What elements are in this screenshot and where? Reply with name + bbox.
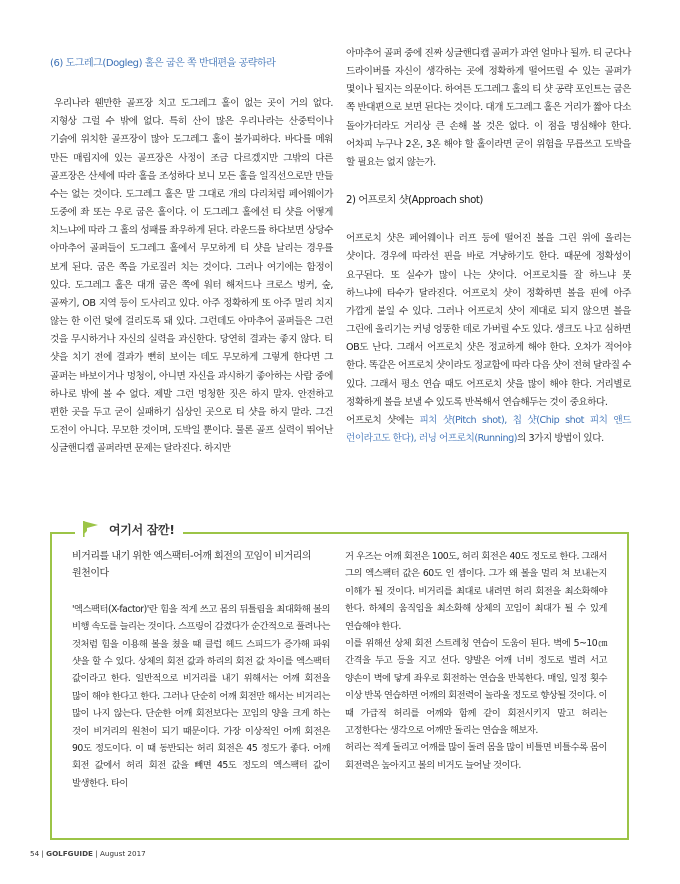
- tip-title-tab: [75, 513, 183, 543]
- tip-right-column: [345, 548, 607, 774]
- issue-date: August 2017: [99, 849, 146, 858]
- approach-methods-highlight: 피치 샷(Pitch shot), 칩 샷(Chip shot 피치 앤드 런이라고도 한다), 러닝 어프로치(Running): [346, 414, 631, 444]
- footer-separator-2: |: [95, 849, 100, 858]
- approach-methods-suffix: 의 3가지 방법이 있다.: [517, 432, 604, 444]
- approach-shot-heading: 2) 어프로치 샷(Approach shot): [346, 195, 483, 207]
- tip-left-column: [72, 548, 330, 792]
- tip-left-paragraph: '엑스팩터(X-factor)'란 힘을 적게 쓰고 몸의 뒤틀림을 최대화해 볼의 비행 속도를 늘리는 것이다. 스프링이 감겼다가 순간적으로 풀려나는 것처럼 힘을 이용해 볼을 쳤을 때 클럽 헤드 스피드가 증가해 파워 샷을 할 수 있다. 상체의 회전 값과 하리의 회전 값 차이를 엑스팩터 값이라고 한다. 일반적으로 비거리를 내기 위해서는 어깨 회전을 많이 해야 한다고 한다. 그러나 단순히 어깨 회전만 해서는 비거리는 많이 나지 않는다. 단순한 어깨 회전보다는 꼬임의 양을 크게 하는 것이 비거리의 원천이 되기 때문이다. 가장 이상적인 어깨 회전은 90도 정도이다. 이 때 동반되는 허리 회전은 45 정도가 좋다. 어깨 회전 값에서 허리 회전 값을 빼면 45도 정도의 엑스팩터 값이 발생한다. 타이: [72, 603, 330, 789]
- footer-separator-1: |: [41, 849, 47, 858]
- page-footer: [30, 849, 146, 858]
- dogleg-continued-paragraph: 아마추어 골퍼 중에 진짜 싱글핸디캡 골퍼가 과연 얼마나 될까. 티 군다나 드라이버를 자신이 생각하는 곳에 정확하게 떨어뜨릴 수 있는 골퍼가 몇이나 될지는 의문이다. 하여튼 도그레그 홀의 티 샷 공략 포인트는 굽은 쪽 반대편으로 보면 된다는 것이다. 대개 도그레그 홀은 거리가 짧아 다소 돌아가더라도 거리상 큰 손해 볼 것은 없다. 이 점을 명심해야 한다. 어차피 누구나 2온, 3온 해야 할 홀이라면 굳이 위험을 무릅쓰고 도박을 할 필요는 없지 않는가.: [346, 48, 631, 168]
- approach-methods-paragraph: [346, 412, 631, 448]
- section-title-dogleg: (6) 도그레그(Dogleg) 홀은 굽은 쪽 반대편을 공략하라: [50, 58, 276, 69]
- page-number: 54: [30, 849, 40, 858]
- tip-right-paragraph-2: 이를 위해선 상체 회전 스트레칭 연습이 도움이 된다. 벽에 5~10㎝ 간격을 두고 등을 지고 선다. 양발은 어깨 너비 정도로 벌려 서고 양손이 벽에 닿게 좌우로 회전하는 연습을 반복한다. 매일, 일정 횟수 이상 반복 연습하면 어깨의 회전력이 놀라울 정도로 향상될 것이다. 이 때 가급적 허리를 어깨와 함께 같이 회전시키지 말고 허리는 고정한다는 생각으로 어깨만 돌리는 연습을 해보자.: [345, 638, 608, 737]
- tip-heading: 비거리를 내기 위한 엑스팩터-어깨 회전의 꼬임이 비거리의 원천이다: [72, 551, 312, 580]
- tip-title: 여기서 잠깐!: [109, 523, 175, 537]
- approach-shot-paragraph: 어프로치 샷은 페어웨이나 러프 등에 떨어진 볼을 그린 위에 올리는 샷이다. 경우에 따라선 핀을 바로 겨냥하기도 한다. 때문에 정확성이 요구된다. 또 실수가 많이 나는 샷이다. 어프로치를 잘 하느냐 못 하느냐에 타수가 달라진다. 어프로치 샷이 정확하면 볼을 핀에 아주 가깝게 붙일 수 있다. 그러나 어프로치 샷이 제대로 되지 않으면 볼을 그린에 올리기는 커녕 엉뚱한 데로 가버릴 수도 있다. 생크도 나고 심하면 OB도 난다. 그래서 어프로치 샷은 정교하게 해야 한다. 오차가 적어야 한다. 똑같은 어프로치 샷이라도 정교함에 따라 다음 샷이 전혀 달라질 수 있다. 그래서 평소 연습 때도 어프로치 샷을 많이 해야 한다. 거리별로 정확하게 볼을 보낼 수 있도록 반복해서 연습해두는 것이 중요하다.: [346, 233, 631, 408]
- left-column: [50, 55, 333, 458]
- flag-icon: [81, 519, 103, 539]
- magazine-brand: GOLFGUIDE: [46, 849, 93, 858]
- approach-methods-prefix: 어프로치 샷에는: [346, 414, 420, 426]
- dogleg-body-paragraph: 우리나라 웬만한 골프장 치고 도그레그 홀이 없는 곳이 거의 없다. 지형상 그럴 수 밖에 없다. 특히 산이 많은 우리나라는 산중턱이나 기슭에 위치한 골프장이 많아 도그레그 홀이 불가피하다. 바다를 메워 만든 매립지에 있는 골프장은 사정이 조금 다르겠지만 그밖의 다른 골프장은 산세에 따라 홀을 조성하다 보니 모든 홀을 일직선으로만 만들 수는 없는 것이다. 도그레그 홀은 말 그대로 개의 다리처럼 페어웨이가 도중에 좌 또는 우로 굽은 홀이다. 이 도그레그 홀에선 티 샷을 어떻게 치느냐에 따라 그 홀의 성패를 좌우하게 된다. 라운드를 하다보면 상당수 아마추어 골퍼들이 도그레그 홀에서 무모하게 티 샷을 날리는 경우를 보게 된다. 굽은 쪽을 가로질러 치는 것이다. 그러나 여기에는 함정이 있다. 도그레그 홀은 대개 굽은 쪽에 워터 해저드나 크로스 벙커, 숲, 골짜기, OB 지역 등이 도사리고 있다. 아주 정확하게 또 아주 멀리 치지 않는 한 이런 덫에 걸리도록 돼 있다. 그런데도 아마추어 골퍼들은 그런 것을 무시하거나 자신의 실력을 과신한다. 당연히 결과는 좋지 않다. 티 샷을 치기 전에 결과가 뻔히 보이는 데도 무모하게 그렇게 한다면 그 골퍼는 바보이거나 멍청이, 아니면 자신을 과시하기 좋아하는 사람 중에 하나로 밖에 볼 수 없다. 제발 그런 멍청한 짓은 하지 말자. 안전하고 편한 곳을 두고 굳이 실패하기 십상인 곳으로 티 샷을 하지 말라. 그건 도전이 아니다. 무모한 것이며, 도박일 뿐이다. 물론 골프 실력이 뛰어난 싱글핸디캡 골퍼라면 문제는 달라진다. 하지만: [50, 98, 333, 455]
- tip-right-paragraph-3: 허리는 적게 돌리고 어깨를 많이 돌려 몸을 많이 비틀면 비틀수록 몸이 회전력은 높아지고 볼의 비거도 늘어날 것이다.: [345, 742, 608, 771]
- right-column: [346, 45, 631, 448]
- tip-right-paragraph-1: 거 우즈는 어깨 회전은 100도, 허리 회전은 40도 정도로 한다. 그래서 그의 엑스팩터 값은 60도 인 셈이다. 그가 왜 볼을 멀리 쳐 보내는지 이해가 될 것이다. 비거리를 최대로 내려면 허리 회전을 최소화해야 한다. 하체의 움직임을 최소화해 상체의 꼬임이 최대가 될 수 있게 연습해야 한다.: [345, 551, 607, 632]
